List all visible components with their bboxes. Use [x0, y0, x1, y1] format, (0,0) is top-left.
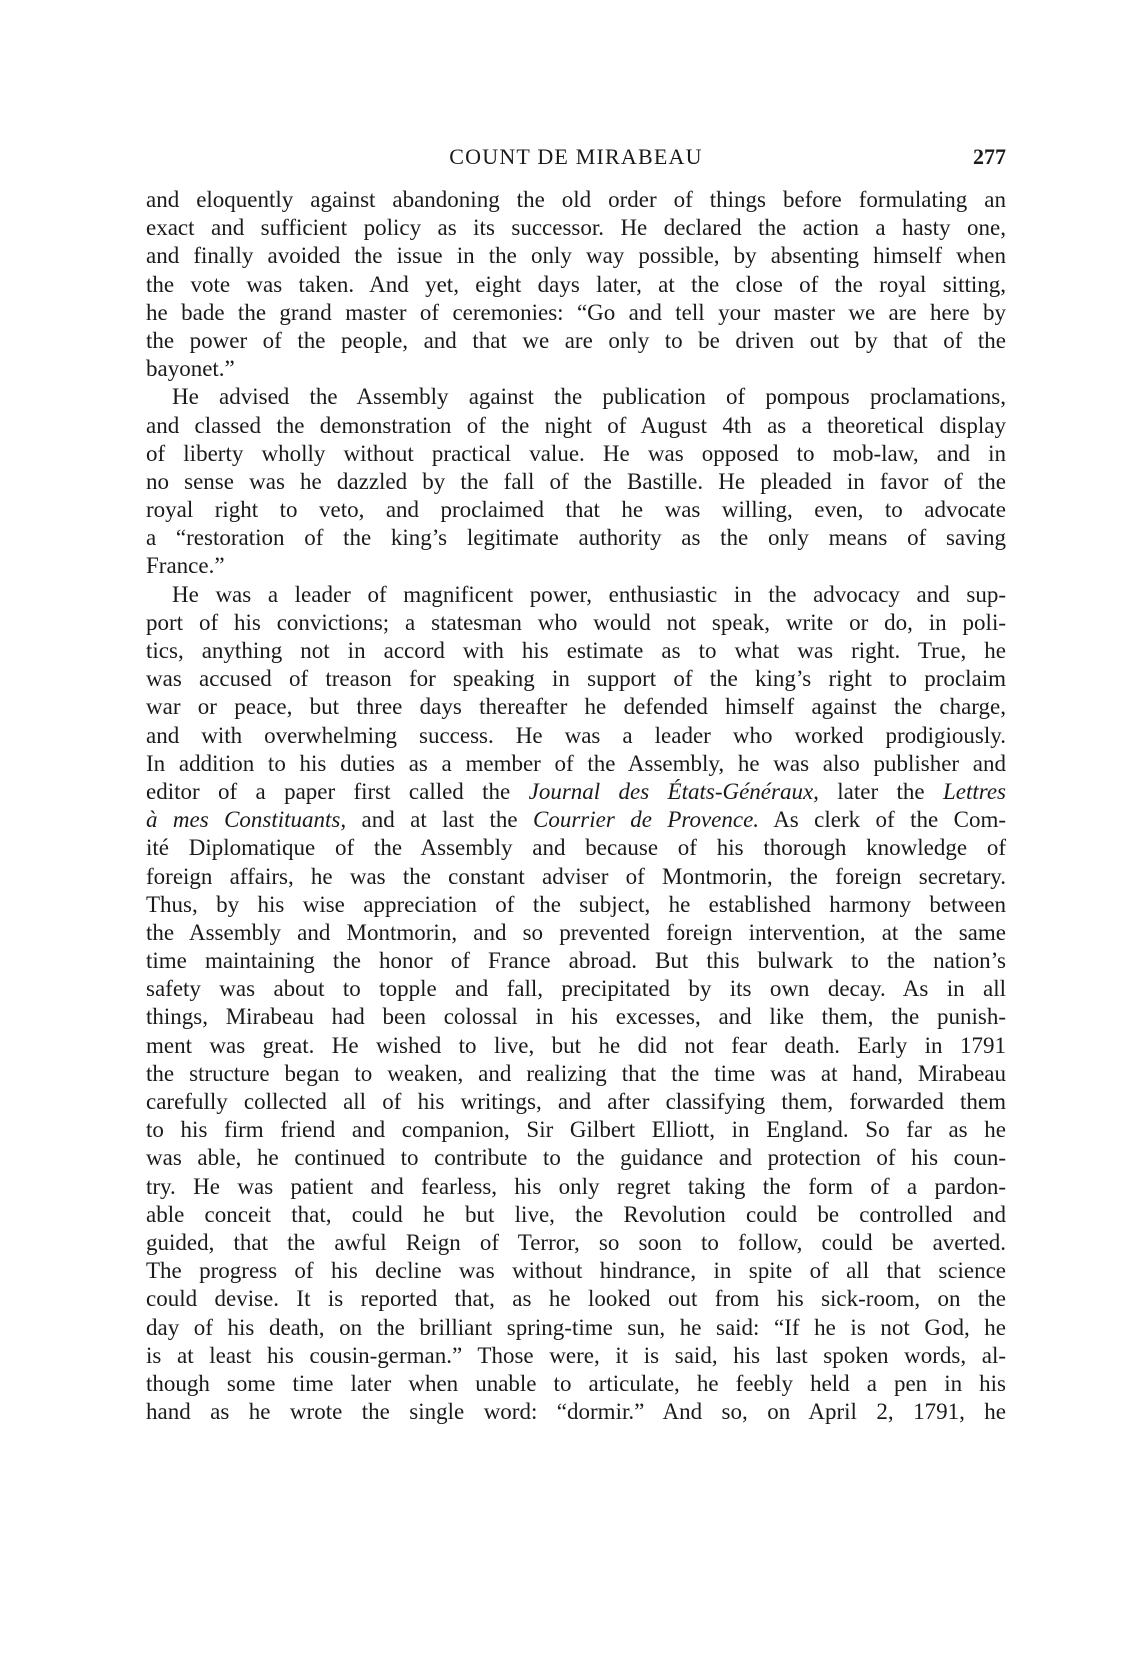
paragraph-2 [146, 383, 1006, 580]
text-line: Thus, by his wise appreciation of the subject, he established harmony between [146, 891, 1006, 917]
text-line: the power of the people, and that we are only to be driven out by that of the [146, 327, 1006, 353]
text-line: try. He was patient and fearless, his only regret taking the form of a pardon- [146, 1173, 1006, 1199]
text-line: safety was about to topple and fall, precipitated by its own decay. As in all [146, 976, 1006, 1002]
text-line [146, 806, 1006, 834]
body-text [146, 186, 1006, 1426]
text-run: later the [818, 778, 943, 804]
text-line: a “restoration of the king’s legitimate authority as the only means of saving [146, 525, 1006, 551]
text-line: tics, anything not in accord with his estimate as to what was right. True, he [146, 638, 1006, 663]
text-line: carefully collected all of his writings, and after classifying them, forwarded them [146, 1089, 1006, 1114]
text-line: is at least his cousin-german.” Those were, it is said, his last spoken words, al- [146, 1342, 1006, 1368]
text-line: the structure began to weaken, and realizing that the time was at hand, Mirabeau [146, 1060, 1006, 1086]
text-line: things, Mirabeau had been colossal in his excesses, and like them, the punish- [146, 1004, 1006, 1030]
text-line: time maintaining the honor of France abroad. But this bulwark to the nation’s [146, 948, 1006, 974]
running-title: COUNT DE MIRABEAU [449, 144, 703, 169]
text-line: exact and sufficient policy as its successor. He declared the action a hasty one, [146, 215, 1006, 241]
text-line: royal right to veto, and proclaimed that he was willing, even, to advocate [146, 497, 1006, 523]
journal-title-3: Courrier de Provence. [533, 807, 760, 833]
text-line: to his firm friend and companion, Sir Gilbert Elliott, in England. So far as he [146, 1117, 1006, 1143]
text-line: no sense was he dazzled by the fall of the Bastille. He pleaded in favor of the [146, 468, 1006, 494]
text-line: able conceit that, could he but live, the Revolution could be controlled and [146, 1201, 1006, 1227]
journal-title-1: Journal des États-Généraux, [528, 778, 819, 804]
text-line: could devise. It is reported that, as he looked out from his sick-room, on the [146, 1286, 1006, 1312]
text-line: He advised the Assembly against the publication of pompous proclamations, [172, 384, 1006, 410]
text-line: In addition to his duties as a member of the Assembly, he was also publisher and [146, 750, 1006, 776]
text-line: of liberty wholly without practical value. He was opposed to mob-law, and in [146, 440, 1006, 466]
text-line: war or peace, but three days thereafter he defended himself against the charge, [146, 694, 1006, 720]
text-line: he bade the grand master of ceremonies: “Go and tell your master we are here by [146, 299, 1006, 325]
text-line: The progress of his decline was without hindrance, in spite of all that science [146, 1258, 1006, 1284]
text-run: As clerk of the Com- [759, 807, 1006, 833]
text-line: and with overwhelming success. He was a leader who worked prodigiously. [146, 722, 1006, 748]
text-line: day of his death, on the brilliant spring-time sun, he said: “If he is not God, he [146, 1314, 1006, 1340]
text-line: France.” [146, 553, 225, 579]
page-number: 277 [973, 144, 1006, 169]
text-line: He was a leader of magnificent power, enthusiastic in the advocacy and sup- [172, 581, 1006, 607]
text-line: the vote was taken. And yet, eight days later, at the close of the royal sitting, [146, 271, 1006, 297]
text-line: hand as he wrote the single word: “dormir.” And so, on April 2, 1791, he [146, 1399, 1006, 1425]
paragraph-1 [146, 186, 1006, 383]
text-line: guided, that the awful Reign of Terror, so soon to follow, could be averted. [146, 1229, 1006, 1255]
text-line: ment was great. He wished to live, but he did not fear death. Early in 1791 [146, 1032, 1006, 1058]
text-run: editor of a paper first called the [146, 778, 529, 804]
text-line: and classed the demonstration of the night of August 4th as a theoretical display [146, 412, 1006, 438]
journal-title-2-cont: à mes Constituants, [146, 807, 347, 833]
journal-title-2: Lettres [942, 778, 1006, 804]
text-line: and finally avoided the issue in the only way possible, by absenting himself when [146, 243, 1006, 269]
running-head [146, 140, 1006, 174]
text-line [146, 778, 1006, 806]
text-line: ité Diplomatique of the Assembly and because of his thorough knowledge of [146, 835, 1006, 861]
paragraph-3 [146, 581, 1006, 1427]
text-line: foreign affairs, he was the constant adviser of Montmorin, the foreign secretary. [146, 863, 1006, 889]
text-line: was able, he continued to contribute to the guidance and protection of his coun- [146, 1145, 1006, 1171]
text-line: bayonet.” [146, 356, 235, 382]
text-line: port of his convictions; a statesman who would not speak, write or do, in poli- [146, 609, 1006, 635]
text-line: the Assembly and Montmorin, and so prevented foreign intervention, at the same [146, 919, 1006, 945]
text-line: was accused of treason for speaking in support of the king’s right to proclaim [146, 666, 1006, 692]
text-line: and eloquently against abandoning the old order of things before formulating an [146, 187, 1006, 212]
text-line: though some time later when unable to articulate, he feebly held a pen in his [146, 1370, 1006, 1396]
text-run: and at last the [346, 807, 534, 833]
